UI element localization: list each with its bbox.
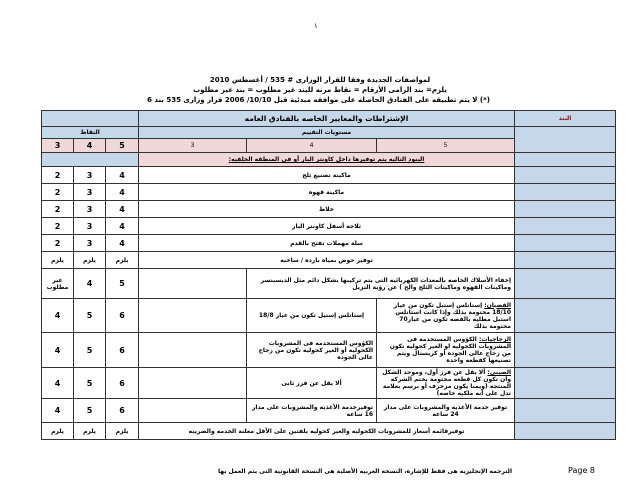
page-mark: ١	[314, 22, 318, 30]
row-point-5: 6	[106, 368, 139, 399]
title-blank	[42, 111, 139, 127]
glass-text-5: الكؤوس المستخدمه فى المشروبات الكحوليه او الغير كحوليه تكون من زجاج عالى الجوده أو كريستال ويتم تصنيعها كقطعه واحده	[389, 336, 512, 364]
level-header-3: 3	[139, 139, 247, 153]
row-point-4: 3	[74, 184, 106, 201]
row-point-5: 6	[106, 333, 139, 368]
footer-note: الترجمه الإنجليزيه هى فقط للإشاره، النسخه العربيه الأصلية هى النسخة القانونية التى يتم العمل بها	[217, 468, 512, 475]
band-blank	[515, 127, 616, 153]
row-point-3: 2	[42, 167, 74, 184]
table-title: الإشتراطات والمعايير الخاصه بالفنادق العامه	[139, 111, 515, 127]
row-point-3: 2	[42, 218, 74, 235]
row-point-3: يلزم	[42, 423, 74, 440]
tray-text-4: ألا يقل عن فرز ثانى	[247, 368, 377, 399]
service-text-5: توفير خدمة الأغذيه والمشروبات على مدار 24 ساعه	[377, 399, 515, 423]
row-point-5: 6	[106, 299, 139, 333]
row-text: سلة مهملات تفتح بالقدم	[139, 235, 515, 252]
row-point-3: 4	[42, 299, 74, 333]
service-level-3-blank	[139, 399, 247, 423]
tray-level-5	[377, 368, 515, 399]
row-point-3: 2	[42, 235, 74, 252]
row-point-3: غير مطلوب	[42, 269, 74, 299]
row-point-3: يلزم	[42, 252, 74, 269]
table-row	[42, 235, 616, 252]
row-point-4: 3	[74, 201, 106, 218]
service-text-4: توفيرخدمة الأغذيه والمشروبات على مدار 16 ساعه	[247, 399, 377, 423]
steel-text-5: إستانلس إستيل تكون من عيار 18/10 مختومة بذلك وإذا كانت استانلس استيل مطليه بالفضه تكون من عيار70 مختومة بذلك	[393, 301, 512, 330]
row-point-3: 2	[42, 201, 74, 218]
section-band	[515, 153, 616, 167]
row-point-5: 4	[106, 201, 139, 218]
row-point-4: 4	[74, 269, 106, 299]
row-point-4: 5	[74, 399, 106, 423]
row-text: ماكينة قهوه	[139, 184, 515, 201]
table-row	[42, 167, 616, 184]
row-point-4: 3	[74, 235, 106, 252]
row-text: توفير حوض بمياه بارده / ساخنه	[139, 252, 515, 269]
prices-text: توفيرقائمه أسعار للمشروبات الكحوليه والغير كحوليه يلفتين على الأقل معلنة الخدمه والضريبه	[139, 423, 515, 440]
table-row	[42, 184, 616, 201]
table-row	[42, 299, 616, 333]
table-row	[42, 399, 616, 423]
row-point-4: يلزم	[74, 423, 106, 440]
point-header-3: 3	[42, 139, 74, 153]
table-row	[42, 423, 616, 440]
levels-label: مستويات التقييم	[139, 127, 515, 139]
level-header-4: 4	[247, 139, 377, 153]
row-point-3: 4	[42, 368, 74, 399]
table-row	[42, 333, 616, 368]
section-points-blank	[42, 153, 139, 167]
tray-text-5: ألا يقل عن فرز أول، وموحد الشكل وأن تكون كل قطعه مختومة بختم الشركه المنتجه (ويمنا يكون مزخرف أو برسم بعلامة تدل على أنه ملكيه خاصه)	[382, 369, 512, 397]
row-point-5: 6	[106, 399, 139, 423]
row-point-5: يلزم	[106, 423, 139, 440]
row-point-5: 4	[106, 184, 139, 201]
steel-text-4: إستانلس إستيل تكون من عيار 18/8	[247, 299, 377, 333]
row-point-4: 3	[74, 167, 106, 184]
table-row	[42, 201, 616, 218]
level-header-5: 5	[377, 139, 515, 153]
table-row	[42, 368, 616, 399]
row-point-3: 4	[42, 333, 74, 368]
row-point-5: 4	[106, 218, 139, 235]
row-point-4: 5	[74, 333, 106, 368]
point-header-4: 4	[74, 139, 106, 153]
row-point-5: 4	[106, 235, 139, 252]
row-point-3: 4	[42, 399, 74, 423]
row-text: ثلاجه أسفل كاونتر البار	[139, 218, 515, 235]
wiring-text: إخفاء الأسلاك الخاصه بالمعدات الكهربائيه التى يتم تركيبها بشكل دائم مثل الديسبنسر وماكينات القهوه وماكينات الثلج والخ ) عن رؤية النزيل	[247, 269, 515, 299]
row-point-5: 5	[106, 269, 139, 299]
row-point-4: 3	[74, 218, 106, 235]
glass-text-4: الكؤوس المستخدمه فى المشروبات الكحوليه أو الغير كحوليه تكون من زجاج عالى الجوده	[247, 333, 377, 368]
wiring-level-3-blank	[139, 269, 247, 299]
band-label: البند	[515, 111, 616, 127]
row-point-4: 5	[74, 299, 106, 333]
steel-label: القضبان:	[484, 301, 512, 309]
glass-label: الزجاجيات:	[478, 336, 512, 343]
glass-level-5	[377, 333, 515, 368]
glass-level-3-blank	[139, 333, 247, 368]
point-header-5: 5	[106, 139, 139, 153]
page-number: Page 8	[568, 466, 595, 475]
steel-level-3-blank	[139, 299, 247, 333]
header-line-1: لمواصفات الجديدة وفقا للقرار الوزارى # 535 / أغسطس 2010	[209, 76, 431, 84]
header-line-2: يلزم= بند الزامى الأرقام = نقاط مرنه للبند غير مطلوب = بند غير مطلوب	[193, 86, 447, 94]
table-row	[42, 252, 616, 269]
row-point-4: 5	[74, 368, 106, 399]
points-label: النقاط	[42, 127, 139, 139]
section-title: البنود التاليه يتم توفيرها داخل كاونتر البار أو فى المنطقه الخلفيه:	[139, 153, 515, 167]
tray-level-3-blank	[139, 368, 247, 399]
table-row	[42, 269, 616, 299]
steel-level-5	[377, 299, 515, 333]
row-point-5: يلزم	[106, 252, 139, 269]
tray-label: الصينى:	[487, 369, 512, 376]
row-text: خلاط	[139, 201, 515, 218]
table-row	[42, 218, 616, 235]
standards-table	[41, 110, 616, 440]
row-point-4: يلزم	[74, 252, 106, 269]
row-point-3: 2	[42, 184, 74, 201]
row-point-5: 4	[106, 167, 139, 184]
header-line-3: (*) لا يتم تطبيقه على الفنادق الحاصله على موافقه مبدئية قبل 10/10/ 2006 قرار وزارى 535 بند 6	[147, 96, 490, 104]
row-text: ماكينة تصنيع ثلج	[139, 167, 515, 184]
